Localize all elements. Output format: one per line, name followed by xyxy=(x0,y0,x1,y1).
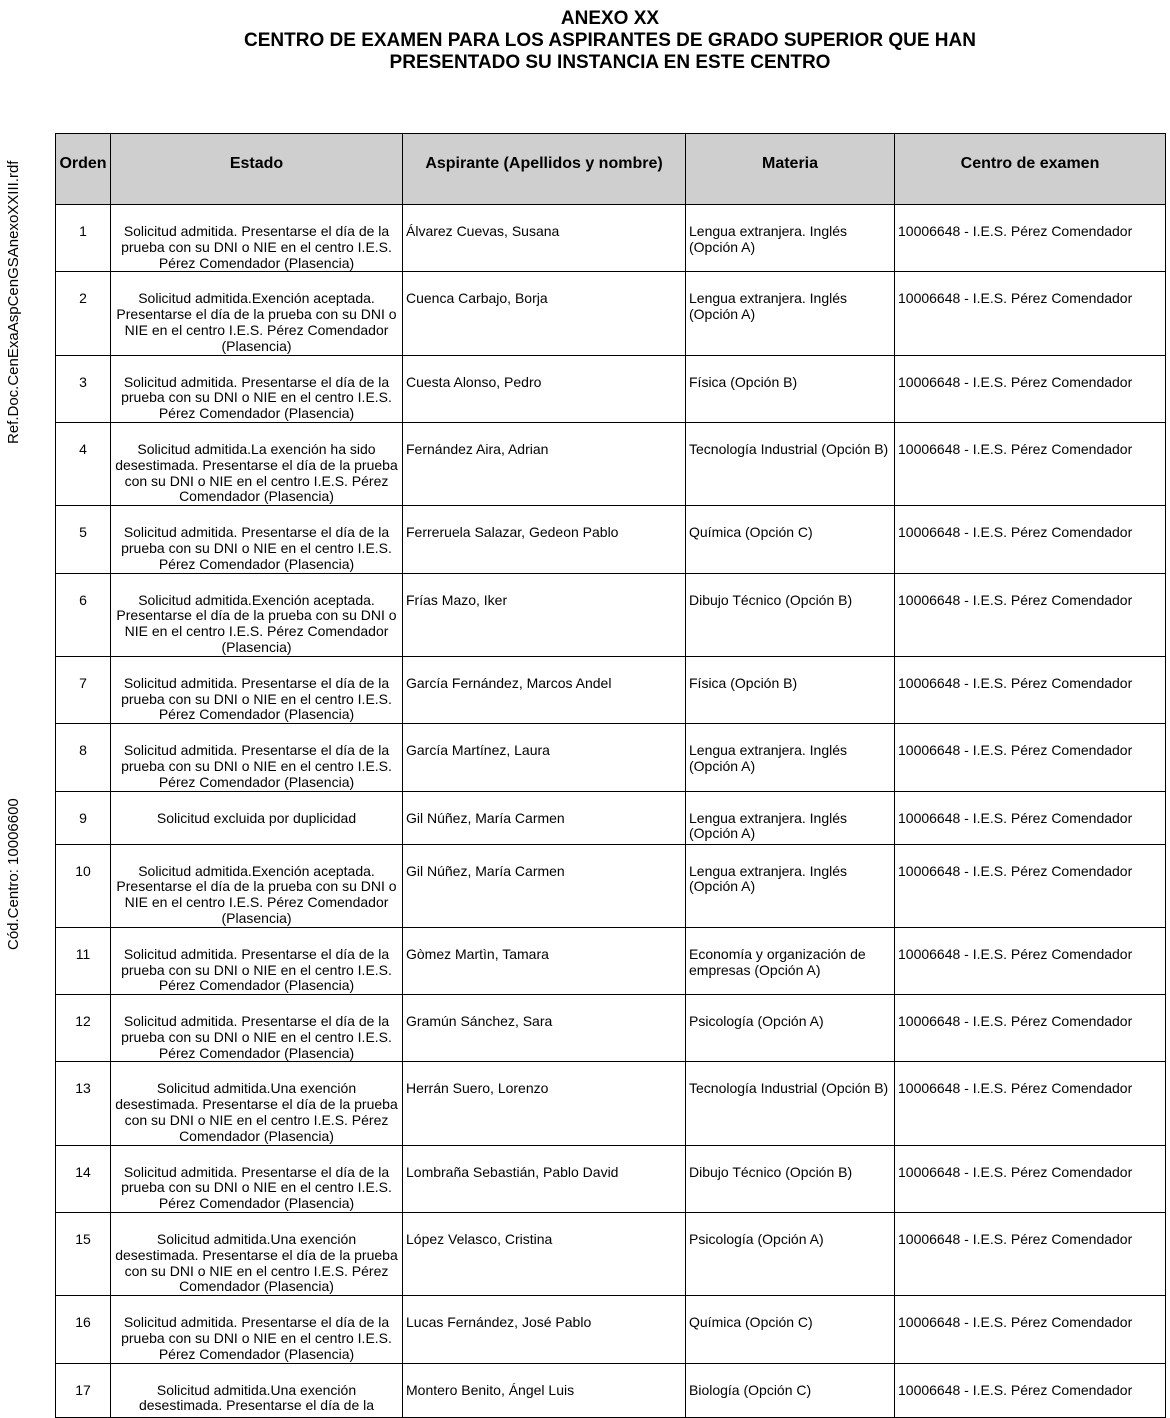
cell-aspirante: Montero Benito, Ángel Luis xyxy=(403,1363,686,1417)
table-header-row xyxy=(56,134,1166,205)
cell-centro: 10006648 - I.E.S. Pérez Comendador xyxy=(895,355,1166,422)
cell-centro: 10006648 - I.E.S. Pérez Comendador xyxy=(895,724,1166,791)
cell-aspirante: Gil Núñez, María Carmen xyxy=(403,791,686,844)
cell-centro: 10006648 - I.E.S. Pérez Comendador xyxy=(895,1296,1166,1363)
cell-orden: 14 xyxy=(56,1145,111,1212)
column-header-orden: Orden xyxy=(56,134,111,205)
cell-orden: 1 xyxy=(56,205,111,272)
table-row xyxy=(56,844,1166,927)
cell-orden: 17 xyxy=(56,1363,111,1417)
cell-materia: Física (Opción B) xyxy=(686,656,895,723)
cell-aspirante: Ferreruela Salazar, Gedeon Pablo xyxy=(403,506,686,573)
column-header-centro: Centro de examen xyxy=(895,134,1166,205)
cell-orden: 8 xyxy=(56,724,111,791)
table-row xyxy=(56,205,1166,272)
cell-orden: 3 xyxy=(56,355,111,422)
cell-aspirante: Álvarez Cuevas, Susana xyxy=(403,205,686,272)
cell-estado: Solicitud admitida.Una exención desestimada. Presentarse el día de la prueba con su DNI o NIE en el centro I.E.S. Pérez Comendador (Plasencia) xyxy=(111,1062,403,1145)
cell-centro: 10006648 - I.E.S. Pérez Comendador xyxy=(895,791,1166,844)
cell-materia: Lengua extranjera. Inglés (Opción A) xyxy=(686,791,895,844)
cell-aspirante: Cuenca Carbajo, Borja xyxy=(403,272,686,355)
cell-aspirante: Fernández Aira, Adrian xyxy=(403,422,686,505)
column-header-estado: Estado xyxy=(111,134,403,205)
cell-aspirante: Lombraña Sebastián, Pablo David xyxy=(403,1145,686,1212)
cell-estado: Solicitud admitida. Presentarse el día de la prueba con su DNI o NIE en el centro I.E.S. Pérez Comendador (Plasencia) xyxy=(111,995,403,1062)
annex-title: ANEXO XX xyxy=(560,8,660,29)
cell-centro: 10006648 - I.E.S. Pérez Comendador xyxy=(895,927,1166,994)
cell-materia: Dibujo Técnico (Opción B) xyxy=(686,573,895,656)
cell-orden: 13 xyxy=(56,1062,111,1145)
table-row xyxy=(56,1062,1166,1145)
table-row xyxy=(56,656,1166,723)
cell-aspirante: Gramún Sánchez, Sara xyxy=(403,995,686,1062)
table-row xyxy=(56,1296,1166,1363)
table-row xyxy=(56,272,1166,355)
cell-centro: 10006648 - I.E.S. Pérez Comendador xyxy=(895,205,1166,272)
table-row xyxy=(56,1363,1166,1417)
cell-orden: 12 xyxy=(56,995,111,1062)
cell-aspirante: García Fernández, Marcos Andel xyxy=(403,656,686,723)
table-row xyxy=(56,422,1166,505)
cell-aspirante: López Velasco, Cristina xyxy=(403,1213,686,1296)
cell-orden: 11 xyxy=(56,927,111,994)
cell-aspirante: Gòmez Martìn, Tamara xyxy=(403,927,686,994)
cell-estado: Solicitud admitida. Presentarse el día de la prueba con su DNI o NIE en el centro I.E.S. Pérez Comendador (Plasencia) xyxy=(111,355,403,422)
cell-materia: Dibujo Técnico (Opción B) xyxy=(686,1145,895,1212)
table-row xyxy=(56,573,1166,656)
document-title-line-2: PRESENTADO SU INSTANCIA EN ESTE CENTRO xyxy=(389,52,831,73)
cell-materia: Psicología (Opción A) xyxy=(686,1213,895,1296)
cell-estado: Solicitud admitida.Exención aceptada. Presentarse el día de la prueba con su DNI o NIE en el centro I.E.S. Pérez Comendador (Plasencia) xyxy=(111,573,403,656)
cell-aspirante: Herrán Suero, Lorenzo xyxy=(403,1062,686,1145)
cell-centro: 10006648 - I.E.S. Pérez Comendador xyxy=(895,422,1166,505)
cell-centro: 10006648 - I.E.S. Pérez Comendador xyxy=(895,1062,1166,1145)
table-row xyxy=(56,506,1166,573)
cell-estado: Solicitud admitida.La exención ha sido desestimada. Presentarse el día de la prueba con su DNI o NIE en el centro I.E.S. Pérez Comendador (Plasencia) xyxy=(111,422,403,505)
cell-materia: Economía y organización de empresas (Opción A) xyxy=(686,927,895,994)
cell-orden: 16 xyxy=(56,1296,111,1363)
cell-materia: Lengua extranjera. Inglés (Opción A) xyxy=(686,205,895,272)
cell-orden: 5 xyxy=(56,506,111,573)
column-header-aspirante: Aspirante (Apellidos y nombre) xyxy=(403,134,686,205)
cell-estado: Solicitud admitida. Presentarse el día de la prueba con su DNI o NIE en el centro I.E.S. Pérez Comendador (Plasencia) xyxy=(111,656,403,723)
cell-orden: 10 xyxy=(56,844,111,927)
cell-centro: 10006648 - I.E.S. Pérez Comendador xyxy=(895,272,1166,355)
cell-materia: Lengua extranjera. Inglés (Opción A) xyxy=(686,724,895,791)
cell-aspirante: Lucas Fernández, José Pablo xyxy=(403,1296,686,1363)
cell-estado: Solicitud admitida. Presentarse el día de la prueba con su DNI o NIE en el centro I.E.S. Pérez Comendador (Plasencia) xyxy=(111,1145,403,1212)
cell-orden: 4 xyxy=(56,422,111,505)
document-header xyxy=(55,8,1165,74)
cell-estado: Solicitud admitida. Presentarse el día de la prueba con su DNI o NIE en el centro I.E.S. Pérez Comendador (Plasencia) xyxy=(111,724,403,791)
cell-estado: Solicitud admitida. Presentarse el día de la prueba con su DNI o NIE en el centro I.E.S. Pérez Comendador (Plasencia) xyxy=(111,927,403,994)
candidates-table xyxy=(55,133,1166,1418)
table-row xyxy=(56,724,1166,791)
cell-centro: 10006648 - I.E.S. Pérez Comendador xyxy=(895,1213,1166,1296)
cell-centro: 10006648 - I.E.S. Pérez Comendador xyxy=(895,573,1166,656)
cell-centro: 10006648 - I.E.S. Pérez Comendador xyxy=(895,1363,1166,1417)
cell-estado: Solicitud admitida. Presentarse el día de la prueba con su DNI o NIE en el centro I.E.S. Pérez Comendador (Plasencia) xyxy=(111,205,403,272)
cell-estado: Solicitud admitida. Presentarse el día de la prueba con su DNI o NIE en el centro I.E.S. Pérez Comendador (Plasencia) xyxy=(111,506,403,573)
table-row xyxy=(56,1145,1166,1212)
cell-materia: Química (Opción C) xyxy=(686,1296,895,1363)
cell-aspirante: García Martínez, Laura xyxy=(403,724,686,791)
cell-aspirante: Cuesta Alonso, Pedro xyxy=(403,355,686,422)
table-row xyxy=(56,791,1166,844)
cell-estado: Solicitud admitida.Una exención desestimada. Presentarse el día de la prueba con su DNI o NIE en el centro I.E.S. Pérez Comendador (Plasencia) xyxy=(111,1213,403,1296)
document-title-line-1: CENTRO DE EXAMEN PARA LOS ASPIRANTES DE GRADO SUPERIOR QUE HAN xyxy=(244,30,976,51)
table-row xyxy=(56,927,1166,994)
cell-materia: Física (Opción B) xyxy=(686,355,895,422)
cell-centro: 10006648 - I.E.S. Pérez Comendador xyxy=(895,844,1166,927)
cell-aspirante: Gil Núñez, María Carmen xyxy=(403,844,686,927)
cell-orden: 9 xyxy=(56,791,111,844)
cell-orden: 2 xyxy=(56,272,111,355)
cell-materia: Tecnología Industrial (Opción B) xyxy=(686,422,895,505)
cell-centro: 10006648 - I.E.S. Pérez Comendador xyxy=(895,995,1166,1062)
table-row xyxy=(56,995,1166,1062)
cell-materia: Química (Opción C) xyxy=(686,506,895,573)
cell-estado: Solicitud admitida.Exención aceptada. Presentarse el día de la prueba con su DNI o NIE en el centro I.E.S. Pérez Comendador (Plasencia) xyxy=(111,272,403,355)
cell-estado: Solicitud excluida por duplicidad xyxy=(111,791,403,844)
cell-centro: 10006648 - I.E.S. Pérez Comendador xyxy=(895,656,1166,723)
cell-orden: 7 xyxy=(56,656,111,723)
cell-centro: 10006648 - I.E.S. Pérez Comendador xyxy=(895,1145,1166,1212)
cell-materia: Lengua extranjera. Inglés (Opción A) xyxy=(686,844,895,927)
table-row xyxy=(56,355,1166,422)
cell-materia: Lengua extranjera. Inglés (Opción A) xyxy=(686,272,895,355)
cell-orden: 6 xyxy=(56,573,111,656)
table-row xyxy=(56,1213,1166,1296)
cell-materia: Biología (Opción C) xyxy=(686,1363,895,1417)
cell-aspirante: Frías Mazo, Iker xyxy=(403,573,686,656)
cell-estado: Solicitud admitida.Una exención desestimada. Presentarse el día de la xyxy=(111,1363,403,1417)
cell-estado: Solicitud admitida.Exención aceptada. Presentarse el día de la prueba con su DNI o NIE en el centro I.E.S. Pérez Comendador (Plasencia) xyxy=(111,844,403,927)
centre-code: Cód.Centro: 10006600 xyxy=(5,798,22,950)
cell-orden: 15 xyxy=(56,1213,111,1296)
cell-centro: 10006648 - I.E.S. Pérez Comendador xyxy=(895,506,1166,573)
cell-estado: Solicitud admitida. Presentarse el día de la prueba con su DNI o NIE en el centro I.E.S. Pérez Comendador (Plasencia) xyxy=(111,1296,403,1363)
cell-materia: Psicología (Opción A) xyxy=(686,995,895,1062)
document-reference: Ref.Doc.CenExaAspCenGSAnexoXXIII.rdf xyxy=(5,160,22,444)
column-header-materia: Materia xyxy=(686,134,895,205)
cell-materia: Tecnología Industrial (Opción B) xyxy=(686,1062,895,1145)
